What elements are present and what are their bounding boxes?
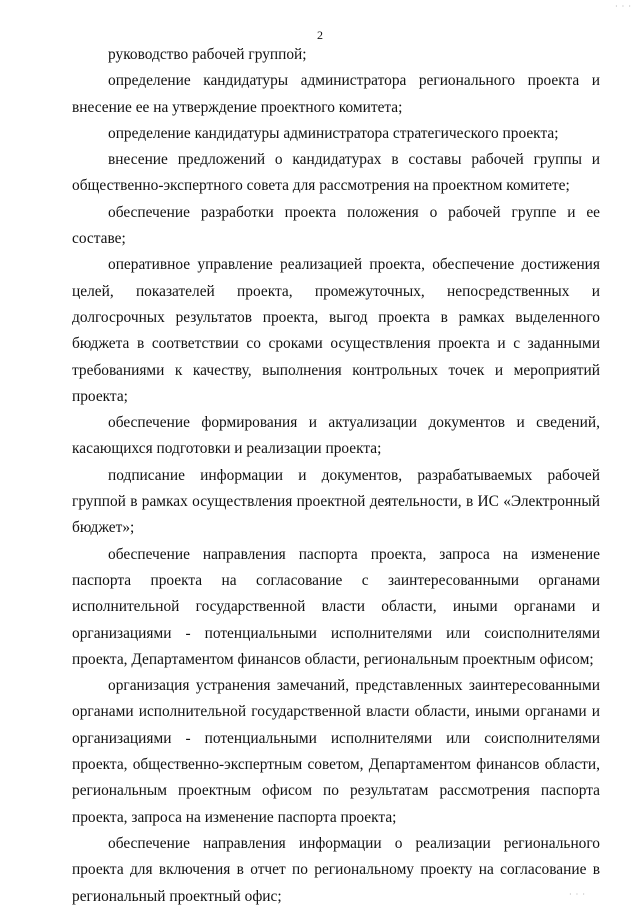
paragraph-10: организация устранения замечаний, представленных заинтересованными органами исполнительной государственной власти области, иными органами и организациями - потенциальными исполнителями или соисполнителями проекта, общественно-экспертным советом, Департаментом финансов области, региональным проектным офисом по результатам рассмотрения паспорта проекта, запроса на изменение паспорта проекта; (72, 677, 600, 826)
scan-artifact-top: · · · (615, 2, 632, 11)
paragraph-5: обеспечение разработки проекта положения о рабочей группе и ее составе; (72, 203, 600, 248)
scan-artifact-bottom: · · · (569, 890, 586, 899)
paragraph-1: руководство рабочей группой; (108, 46, 307, 63)
paragraph-2: определение кандидатуры администратора регионального проекта и внесение ее на утверждение проектного комитета; (72, 72, 600, 116)
paragraph-11: обеспечение направления информации о реализации регионального проекта для включения в отчет по региональному проекту на согласование в региональный проектный офис; (72, 834, 600, 905)
paragraph-4: внесение предложений о кандидатурах в составы рабочей группы и общественно-экспертного совета для рассмотрения на проектном комитете; (72, 151, 600, 195)
paragraph-6: оперативное управление реализацией проекта, обеспечение достижения целей, показателей проекта, промежуточных, непосредственных и долгосрочных результатов проекта, выгод проекта в рамках выделенного бюджета в соответствии со сроками осуществления проекта и с заданными требованиями к качеству, выполнения контрольных точек и мероприятий проекта; (72, 256, 600, 405)
paragraph-7: обеспечение формирования и актуализации документов и сведений, касающихся подготовки и реализации проекта; (72, 414, 600, 458)
paragraph-3: определение кандидатуры администратора стратегического проекта; (108, 124, 559, 142)
paragraph-9: обеспечение направления паспорта проекта, запроса на изменение паспорта проекта на согласование с заинтересованными органами исполнительной государственной власти области, иными органами и организациями - потенциальными исполнителями или соисполнителями проекта, Департаментом финансов области, региональным проектным офисом; (72, 545, 600, 668)
document-body (72, 42, 600, 910)
paragraph-8: подписание информации и документов, разрабатываемых рабочей группой в рамках осуществления проектной деятельности, в ИС «Электронный бюджет»; (72, 466, 600, 537)
page-number: 2 (317, 28, 323, 42)
